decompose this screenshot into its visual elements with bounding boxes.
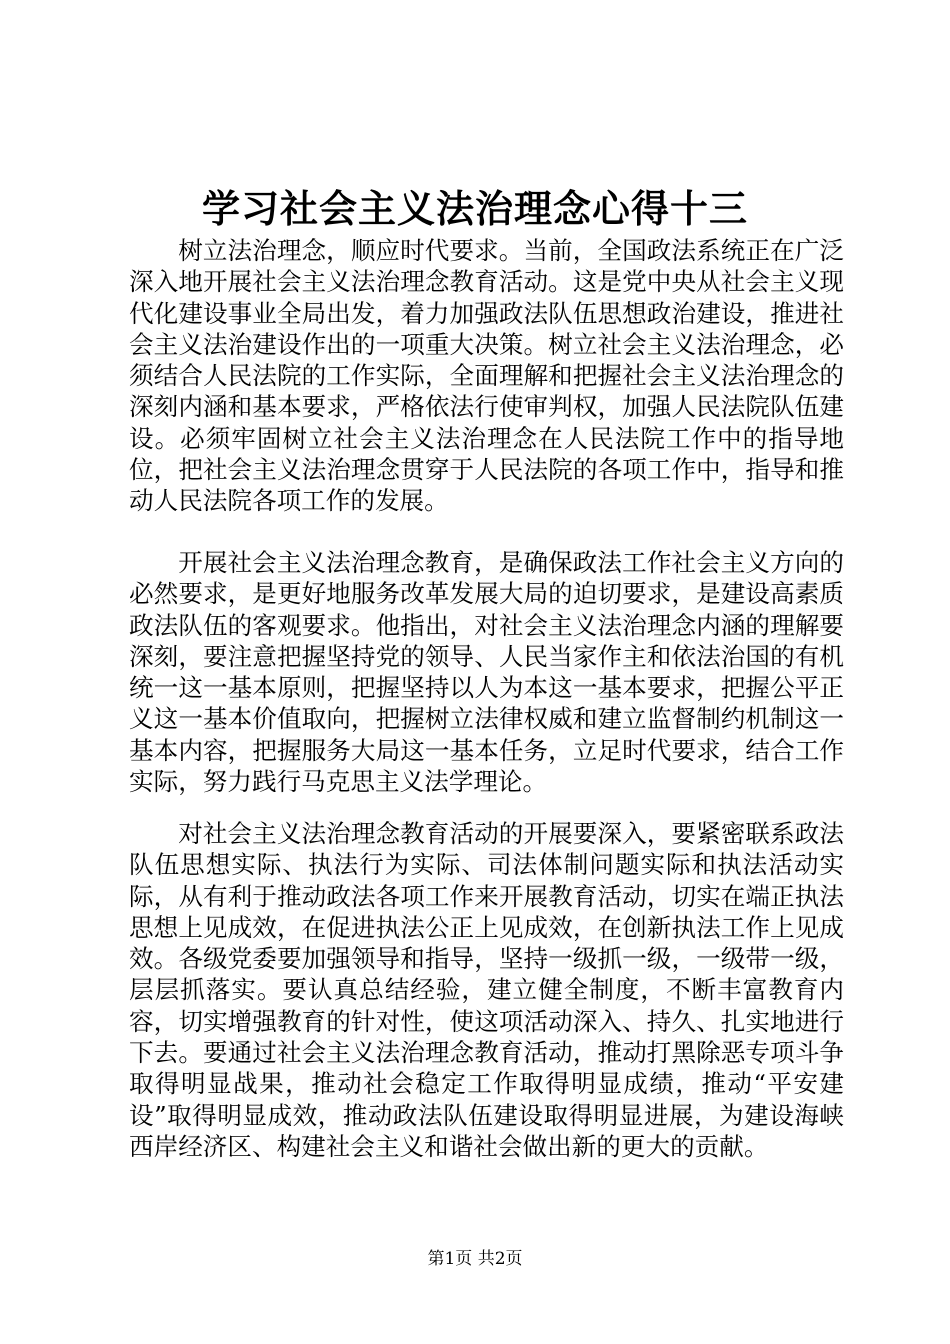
body-paragraph-1: 树立法治理念，顺应时代要求。当前，全国政法系统正在广泛深入地开展社会主义法治理念教育活动。这是党中央从社会主义现代化建设事业全局出发，着力加强政法队伍思想政治建设，推进社会主义法治建设作出的一项重大决策。树立社会主义法治理念，必须结合人民法院的工作实际，全面理解和把握社会主义法治理念的深刻内涵和基本要求，严格依法行使审判权，加强人民法院队伍建设。必须牢固树立社会主义法治理念在人民法院工作中的指导地位，把社会主义法治理念贯穿于人民法院的各项工作中，指导和推动人民法院各项工作的发展。 xyxy=(129,236,844,516)
body-paragraph-2: 开展社会主义法治理念教育，是确保政法工作社会主义方向的必然要求，是更好地服务改革发展大局的迫切要求，是建设高素质政法队伍的客观要求。他指出，对社会主义法治理念内涵的理解要深刻，要注意把握坚持党的领导、人民当家作主和依法治国的有机统一这一基本原则，把握坚持以人为本这一基本要求，把握公平正义这一基本价值取向，把握树立法律权威和建立监督制约机制这一基本内容，把握服务大局这一基本任务，立足时代要求，结合工作实际，努力践行马克思主义法学理论。 xyxy=(129,548,844,797)
page-number-footer: 第1页 共2页 xyxy=(427,1249,523,1269)
body-paragraph-3: 对社会主义法治理念教育活动的开展要深入，要紧密联系政法队伍思想实际、执法行为实际、司法体制问题实际和执法活动实际，从有利于推动政法各项工作来开展教育活动，切实在端正执法思想上见成效，在促进执法公正上见成效，在创新执法工作上见成效。各级党委要加强领导和指导，坚持一级抓一级，一级带一级，层层抓落实。要认真总结经验，建立健全制度，不断丰富教育内容，切实增强教育的针对性，使这项活动深入、持久、扎实地进行下去。要通过社会主义法治理念教育活动，推动打黑除恶专项斗争取得明显战果，推动社会稳定工作取得明显成绩，推动“平安建设”取得明显成效，推动政法队伍建设取得明显进展，为建设海峡西岸经济区、构建社会主义和谐社会做出新的更大的贡献。 xyxy=(129,819,844,1161)
document-title: 学习社会主义法治理念心得十三 xyxy=(201,186,748,231)
